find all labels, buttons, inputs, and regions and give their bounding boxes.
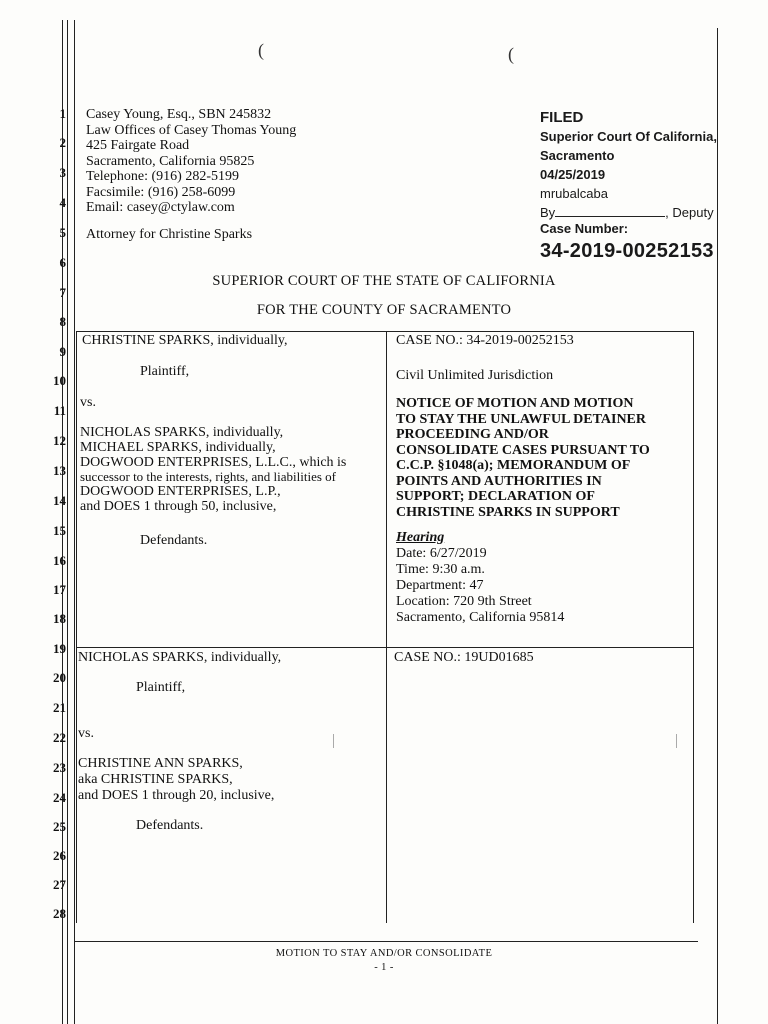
case2-defendants-label: Defendants. — [136, 818, 204, 833]
court-county: FOR THE COUNTY OF SACRAMENTO — [256, 302, 512, 318]
footer-page-number: - 1 - — [374, 962, 394, 973]
stamp-case-number-label: Case Number: — [540, 221, 629, 236]
case1-defendants-label: Defendants. — [140, 533, 208, 548]
line-number: 4 — [59, 195, 66, 210]
attorney-firm: Law Offices of Casey Thomas Young — [86, 122, 297, 138]
line-number: 16 — [53, 553, 66, 568]
stamp-case-number: 34-2019-00252153 — [540, 240, 714, 262]
scan-mark-right: ( — [508, 44, 514, 64]
hearing-department: Department: 47 — [396, 578, 484, 593]
case2-vs: vs. — [78, 726, 94, 741]
case1-defendant-3: DOGWOOD ENTERPRISES, L.L.C., which is — [80, 454, 347, 470]
footer-rule — [74, 941, 698, 942]
caption-divider-2 — [386, 647, 387, 923]
line-number: 2 — [59, 135, 66, 150]
line-number: 10 — [53, 373, 66, 388]
motion-title-line: SUPPORT; DECLARATION OF — [396, 489, 595, 504]
caption-right-2 — [693, 647, 694, 923]
line-number: 5 — [59, 225, 66, 240]
case2-plaintiff-label: Plaintiff, — [136, 680, 186, 695]
stamp-by: By — [540, 205, 556, 220]
line-number: 23 — [53, 760, 66, 775]
stamp-deputy: , Deputy — [665, 205, 714, 220]
line-number: 1 — [59, 106, 66, 121]
case1-plaintiff: CHRISTINE SPARKS, individually, — [82, 333, 288, 348]
line-number: 3 — [59, 165, 66, 180]
line-number: 11 — [53, 403, 66, 418]
footer-title: MOTION TO STAY AND/OR CONSOLIDATE — [275, 948, 493, 959]
line-number: 21 — [53, 700, 66, 715]
line-number: 14 — [53, 493, 66, 508]
line-number: 15 — [53, 523, 66, 538]
hearing-label: Hearing — [396, 530, 445, 545]
hearing-date: Date: 6/27/2019 — [396, 546, 487, 561]
attorney-block — [86, 107, 296, 216]
caption-divider-1 — [386, 331, 387, 647]
caption-top-rule — [76, 331, 694, 332]
attorney-telephone: Telephone: (916) 282-5199 — [86, 169, 239, 184]
line-number: 6 — [59, 255, 66, 270]
right-margin-rule — [717, 28, 718, 1024]
stamp-county: Sacramento — [540, 148, 615, 163]
left-margin-rule-inner — [67, 20, 68, 1024]
case2-defendant-2: aka CHRISTINE SPARKS, — [78, 772, 233, 787]
stamp-signature-line — [555, 203, 665, 217]
case1-defendant-2: MICHAEL SPARKS, individually, — [80, 439, 276, 455]
case2-defendant-3: and DOES 1 through 20, inclusive, — [78, 788, 275, 803]
attorney-for: Attorney for Christine Sparks — [86, 227, 253, 242]
stamp-court: Superior Court Of California, — [540, 129, 717, 144]
case1-defendant-4: successor to the interests, rights, and liabilities of — [80, 469, 336, 485]
line-number: 28 — [53, 906, 66, 921]
line-number: 13 — [53, 463, 66, 478]
case1-defendants — [80, 426, 346, 515]
motion-title-line: NOTICE OF MOTION AND MOTION — [396, 396, 634, 411]
case1-plaintiff-label: Plaintiff, — [140, 364, 190, 379]
stamp-by-line — [540, 203, 717, 222]
line-number: 7 — [59, 285, 66, 300]
case2-defendants — [78, 756, 274, 804]
hearing-time: Time: 9:30 a.m. — [396, 562, 485, 577]
court-name: SUPERIOR COURT OF THE STATE OF CALIFORNIA — [212, 273, 556, 289]
filed-label: FILED — [540, 109, 584, 126]
line-number: 9 — [59, 344, 66, 359]
left-margin-rule-3 — [74, 20, 75, 1024]
scan-speck — [333, 734, 334, 748]
attorney-street: 425 Fairgate Road — [86, 138, 190, 153]
attorney-city: Sacramento, California 95825 — [86, 153, 255, 169]
attorney-name: Casey Young, Esq., SBN 245832 — [86, 107, 272, 122]
motion-title — [396, 396, 708, 520]
caption-left-1 — [76, 331, 77, 647]
motion-title-line: CHRISTINE SPARKS IN SUPPORT — [396, 504, 620, 520]
line-number: 25 — [53, 819, 66, 834]
motion-title-line: C.C.P. §1048(a); MEMORANDUM OF — [396, 458, 631, 473]
case1-vs: vs. — [80, 395, 96, 410]
line-number: 26 — [53, 848, 66, 863]
attorney-facsimile: Facsimile: (916) 258-6099 — [86, 184, 236, 200]
case2-plaintiff: NICHOLAS SPARKS, individually, — [78, 650, 282, 665]
caption-middle-rule — [76, 647, 694, 648]
case1-defendant-5: DOGWOOD ENTERPRISES, L.P., — [80, 484, 281, 500]
motion-title-line: TO STAY THE UNLAWFUL DETAINER — [396, 411, 646, 427]
case1-case-number: CASE NO.: 34-2019-00252153 — [396, 333, 574, 348]
motion-title-line: CONSOLIDATE CASES PURSUANT TO — [396, 442, 650, 458]
stamp-date: 04/25/2019 — [540, 167, 606, 182]
scan-speck — [676, 734, 677, 748]
line-number: 17 — [53, 582, 66, 597]
line-number: 12 — [53, 433, 66, 448]
filed-stamp — [540, 108, 717, 264]
line-number: 18 — [53, 611, 66, 626]
hearing-city: Sacramento, California 95814 — [396, 610, 565, 625]
motion-title-line: PROCEEDING AND/OR — [396, 427, 549, 442]
line-number: 22 — [53, 730, 66, 745]
hearing-block — [396, 530, 564, 626]
case1-defendant-6: and DOES 1 through 50, inclusive, — [80, 498, 277, 514]
hearing-location: Location: 720 9th Street — [396, 594, 532, 609]
case1-defendant-1: NICHOLAS SPARKS, individually, — [80, 425, 284, 440]
line-number: 20 — [53, 670, 66, 685]
case2-case-number: CASE NO.: 19UD01685 — [394, 650, 534, 665]
stamp-clerk: mrubalcaba — [540, 186, 608, 201]
line-number: 24 — [53, 790, 66, 805]
attorney-email: Email: casey@ctylaw.com — [86, 200, 235, 215]
line-number: 8 — [59, 314, 66, 329]
case2-defendant-1: CHRISTINE ANN SPARKS, — [78, 756, 243, 771]
case1-jurisdiction: Civil Unlimited Jurisdiction — [396, 368, 554, 383]
caption-left-2 — [76, 647, 77, 923]
scan-mark-left: ( — [258, 40, 264, 60]
line-number: 27 — [53, 877, 66, 892]
motion-title-line: POINTS AND AUTHORITIES IN — [396, 473, 602, 489]
line-number: 19 — [53, 641, 66, 656]
